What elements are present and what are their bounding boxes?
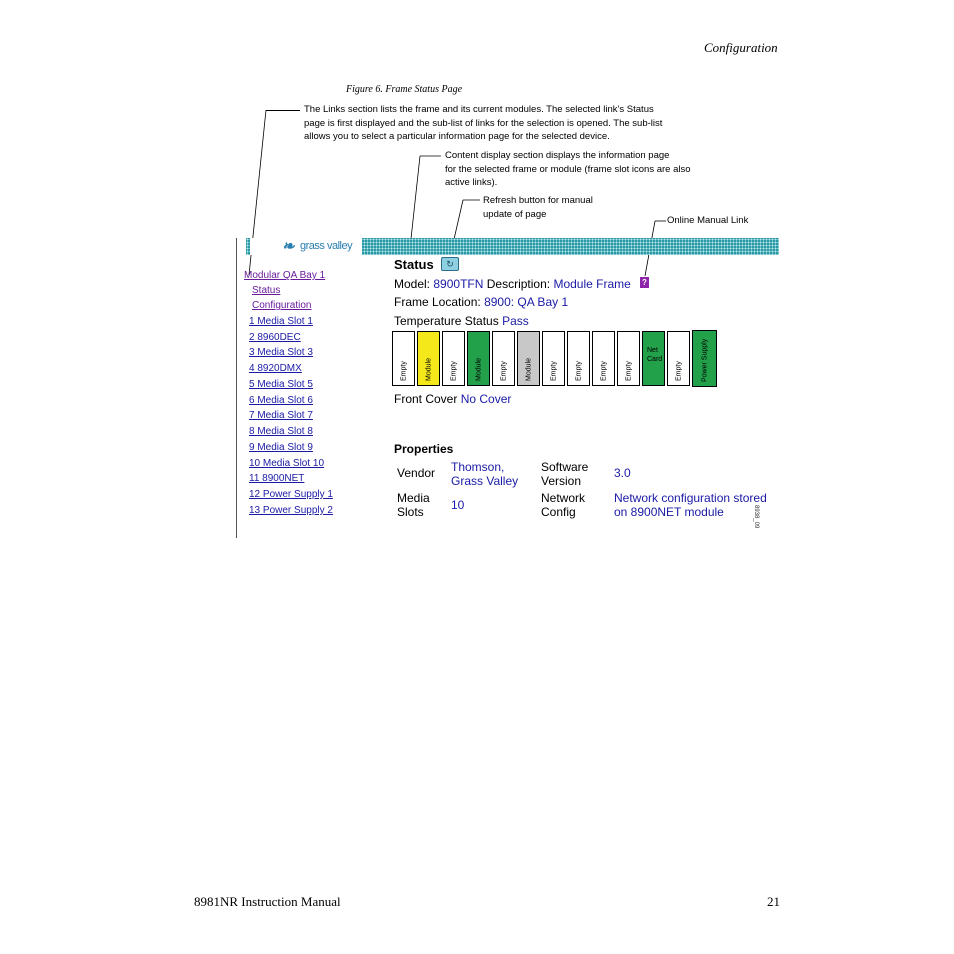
nav-slot-link[interactable]: 9 Media Slot 9 <box>249 442 313 453</box>
page-header: Configuration <box>704 40 778 55</box>
model-line: Model: 8900TFN Description: Module Frame <box>394 277 631 291</box>
frame-slot-icon[interactable]: Empty <box>392 331 415 386</box>
nav-status-link[interactable]: Status <box>252 285 281 296</box>
logo-area <box>250 238 362 255</box>
leader-content <box>410 156 420 248</box>
frame-slot-icon[interactable]: Module <box>467 331 490 386</box>
online-manual-help-icon[interactable]: ? <box>640 277 649 288</box>
nav-slot-link[interactable]: 4 8920DMX <box>249 363 302 374</box>
footer-title: 8981NR Instruction Manual <box>194 894 341 909</box>
frame-slot-icon[interactable]: Power Supply <box>692 330 717 387</box>
header-banner <box>246 238 779 255</box>
frame-slot-icon[interactable]: Empty <box>667 331 690 386</box>
nav-slot-link[interactable]: 2 8960DEC <box>249 332 301 343</box>
callout-refresh: Refresh button for manual update of page <box>483 195 593 220</box>
refresh-icon: ↻ <box>446 259 454 269</box>
software-version-value: 3.0 <box>614 466 631 480</box>
logo-text: grass valley <box>300 240 353 252</box>
properties-title: Properties <box>394 442 454 456</box>
callout-content-section: Content display section displays the information page for the selected frame or module (frame slot icons are also active links). <box>445 150 691 188</box>
media-slots-label: Media Slots <box>397 491 430 519</box>
frame-slot-icon[interactable]: Empty <box>442 331 465 386</box>
network-config-label: Network Config <box>541 491 586 519</box>
nav-slot-link[interactable]: 1 Media Slot 1 <box>249 316 313 327</box>
status-title: Status <box>394 257 434 272</box>
nav-slot-link[interactable]: 6 Media Slot 6 <box>249 395 313 406</box>
software-version-label: Software Version <box>541 460 589 488</box>
media-slots-value: 10 <box>451 498 465 512</box>
frame-slot-icons <box>392 331 719 386</box>
frame-slot-icon[interactable]: Empty <box>492 331 515 386</box>
figure-id: 8938_09 <box>753 505 759 529</box>
front-cover-line: Front Cover No Cover <box>394 392 512 406</box>
frame-location-line: Frame Location: 8900: QA Bay 1 <box>394 295 569 309</box>
callout-links-section: The Links section lists the frame and its current modules. The selected link’s Status page is first displayed and the sub-list of links for the selection is opened. The sub-list allows you to select a particular information page for the selected device. <box>304 104 663 142</box>
nav-slot-link[interactable]: 12 Power Supply 1 <box>249 489 333 500</box>
frame-slot-icon[interactable]: Empty <box>592 331 615 386</box>
vendor-label: Vendor <box>397 466 436 480</box>
temperature-line: Temperature Status Pass <box>394 314 529 328</box>
nav-slot-link[interactable]: 8 Media Slot 8 <box>249 426 313 437</box>
nav-slot-link[interactable]: 5 Media Slot 5 <box>249 379 313 390</box>
grass-valley-logo-icon: ❧ <box>282 238 295 255</box>
nav-slot-link[interactable]: 13 Power Supply 2 <box>249 505 333 516</box>
page-number: 21 <box>767 894 780 909</box>
frame-slot-icon[interactable]: Empty <box>617 331 640 386</box>
nav-frame-link[interactable]: Modular QA Bay 1 <box>244 270 326 281</box>
nav-slot-link[interactable]: 3 Media Slot 3 <box>249 347 313 358</box>
figure-caption: Figure 6. Frame Status Page <box>346 84 463 95</box>
nav-slot-link[interactable]: 11 8900NET <box>249 473 305 484</box>
frame-slot-icon[interactable]: Module <box>517 331 540 386</box>
frame-slot-icon[interactable]: Module <box>417 331 440 386</box>
screenshot-border <box>236 238 237 538</box>
refresh-button[interactable] <box>441 257 459 271</box>
callout-online-manual: Online Manual Link <box>667 215 749 226</box>
vendor-value: Thomson, Grass Valley <box>451 460 519 488</box>
frame-slot-icon[interactable]: Empty <box>567 331 590 386</box>
nav-configuration-link[interactable]: Configuration <box>252 300 312 311</box>
network-config-value: Network configuration stored on 8900NET module <box>614 491 767 519</box>
frame-slot-icon[interactable]: Net Card <box>642 331 665 386</box>
frame-slot-icon[interactable]: Empty <box>542 331 565 386</box>
nav-slot-link[interactable]: 10 Media Slot 10 <box>249 458 325 469</box>
nav-slot-link[interactable]: 7 Media Slot 7 <box>249 410 313 421</box>
